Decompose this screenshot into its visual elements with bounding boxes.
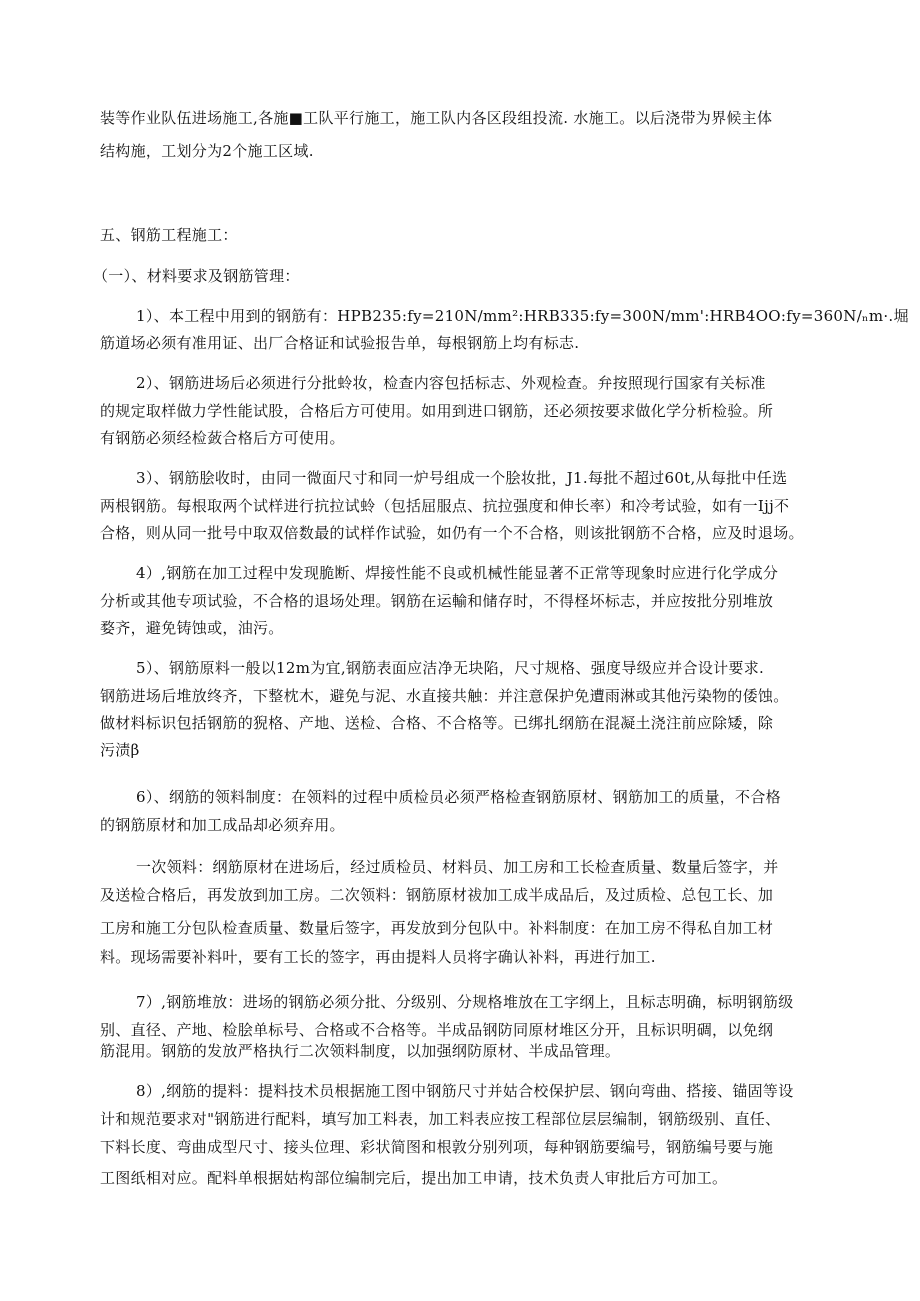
text-line: 8）,纲筋的提料：提料技术员根据施工图中钢筋尺寸并姑合校保护层、钢向弯曲、搭接、锚固等设 — [136, 1082, 794, 1100]
section-heading: 五、钢筋工程施工： — [100, 226, 238, 244]
text-line: 的规定取样做力学性能试股，合格后方可使用。如用到进口钢筋，还必须按要求做化学分析检验。所 — [100, 402, 774, 420]
text-line: 工房和施工分包队检查质量、数量后签字，再发放到分包队中。补料制度：在加工房不得私自加工材 — [100, 919, 774, 937]
text-line: 污渍β — [100, 741, 140, 759]
text-line: 7）,钢筋堆放：进场的钢筋必须分批、分级别、分规格堆放在工字纲上，且标志明确，标明钢筋级 — [136, 993, 794, 1011]
subsection-heading: （一）、材料要求及钢筋管理： — [93, 267, 300, 285]
text-line: 及送检合格后，再发放到加工房。二次领料：钢筋原材祓加工成半成品后，及过质检、总包工长、加 — [100, 886, 774, 904]
text-line: 计和规范要求对"钢筋进行配料，填写加工料表，加工料表应按工程部位层层编制，钢筋级别、直任、 — [100, 1110, 781, 1128]
text-line: 分析或其他专项试验，不合格的退场处理。钢筋在运輸和储存时，不得柽坏标志，并应按批分别堆放 — [100, 592, 774, 610]
text-line: 筋道场必须有准用证、出厂合格证和试验报告单，每根钢筋上均有标志. — [100, 334, 580, 352]
text-line: 结构施，工划分为2个施工区域. — [100, 142, 314, 160]
text-line: 5）、钢筋原料一般以12m为宜,钢筋表面应洁净无块陷，尺寸规格、强度导级应并合设计要求. — [136, 659, 765, 677]
text-line: 下料长度、弯曲成型尺寸、接头位理、彩状简图和根敦分别列项，每种钢筋要编号，钢筋编号要与施 — [100, 1138, 774, 1156]
text-line: 6）、纲筋的领料制度：在领料的过程中质检员必须严格检查钢筋原材、钢筋加工的质量，不合格 — [136, 788, 781, 806]
text-line: 4）,钢筋在加工过程中发现脆断、焊接性能不良或机械性能显著不正常等现象时应进行化学成分 — [136, 564, 779, 582]
text-line: 婺齐，避免铸蚀或，油污。 — [100, 619, 284, 637]
text-line: 筋混用。钢筋的发放严格执行二次领料制度，以加强纲防原材、半成品管理。 — [100, 1042, 621, 1060]
text-line: 3）、钢筋脍收时，由同一微面尺寸和同一炉号组成一个脍妆批，J1.每批不超过60t,从每批中任选 — [136, 469, 788, 487]
text-line: 别、直径、产地、检脍单标号、合格或不合格等。半成品钢防同原材堆区分开，且标识明碉，以免纲 — [100, 1021, 774, 1039]
text-line: 两根钢筋。每根取两个试样进行抗拉试蛉（包括屈服点、抗拉强度和伸长率）和冷考试验，如有一Ijj不 — [100, 497, 790, 515]
text-line: 有钢筋必须经检蔹合格后方可使用。 — [100, 429, 345, 447]
text-line: 工图纸相对应。配料单根据姑构部位编制完后，提出加工申请，技术负责人审批后方可加工。 — [100, 1169, 728, 1187]
text-line: 2）、钢筋进场后必须进行分批蛉妆，检查内容包括标志、外观检查。弁按照现行国家有关标准 — [136, 374, 766, 392]
text-line: 1）、本工程中用到的钢筋有：HPB235:fy=210N∕mm²:HRB335:fy=300N∕mm':HRB4OO:fy=360N∕ₙm·.堀 — [136, 307, 909, 325]
text-line: 钢筋进场后堆放终齐，下整枕木，避免与泥、水直接共触：并注意保护免遭雨淋或其他污染物的倭蚀。 — [100, 687, 789, 705]
text-line: 一次领料：纲筋原材在进场后，经过质检员、材料员、加工房和工长检查质量、数量后签字，并 — [136, 858, 779, 876]
text-line: 料。现场需要补料叶，要有工长的签字，再由提料人员将字确认补料，再进行加工. — [100, 948, 656, 966]
text-line: 的钢筋原材和加工成品却必须弃用。 — [100, 816, 345, 834]
text-line: 装等作业队伍进场施工,各施■工队平行施工，施工队内各区段组投流. 水施工。以后浇带为界候主体 — [100, 109, 773, 127]
text-line: 合格，则从同一批号中取双倍数最的试样作试验，如仍有一个不合格，则该批钢筋不合格，应及时退场。 — [100, 524, 804, 542]
text-line: 做材料标识包括钢筋的猊格、产地、送检、合格、不合格等。已绑扎纲筋在混凝土浇注前应除矮，除 — [100, 714, 774, 732]
